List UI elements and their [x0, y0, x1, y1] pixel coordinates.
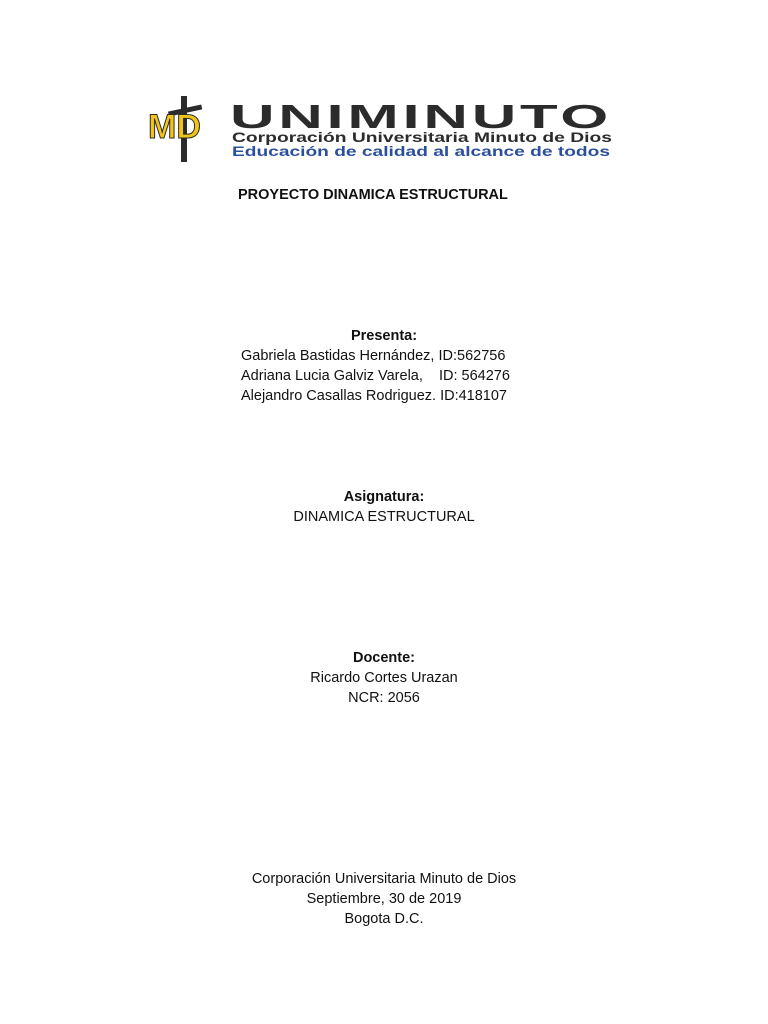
logo-tagline: Educación de calidad al alcance de todos [232, 144, 610, 159]
docente-label: Docente: [352, 650, 416, 666]
logo-name: UNIMINUTO [230, 98, 612, 135]
asignatura-label: Asignatura: [343, 489, 425, 505]
uniminuto-logo [146, 92, 616, 170]
student-line: Adriana Lucia Galviz Varela, ID: 564276 [241, 368, 510, 384]
presenta-label: Presenta: [350, 328, 418, 344]
document-city: Bogota D.C. [344, 911, 424, 927]
logo-monogram: MD [148, 108, 201, 146]
docente-name: Ricardo Cortes Urazan [310, 670, 458, 686]
student-line: Gabriela Bastidas Hernández, ID:562756 [241, 348, 506, 364]
document-date: Septiembre, 30 de 2019 [306, 891, 462, 907]
uniminuto-logo-graphic [146, 92, 616, 170]
document-title: PROYECTO DINAMICA ESTRUCTURAL [238, 187, 508, 203]
student-line: Alejandro Casallas Rodriguez. ID:418107 [241, 388, 507, 404]
logo-subtitle: Corporación Universitaria Minuto de Dios [232, 129, 613, 145]
ncr-value: NCR: 2056 [348, 690, 420, 706]
institution-name: Corporación Universitaria Minuto de Dios [251, 871, 517, 887]
asignatura-value: DINAMICA ESTRUCTURAL [293, 509, 475, 525]
